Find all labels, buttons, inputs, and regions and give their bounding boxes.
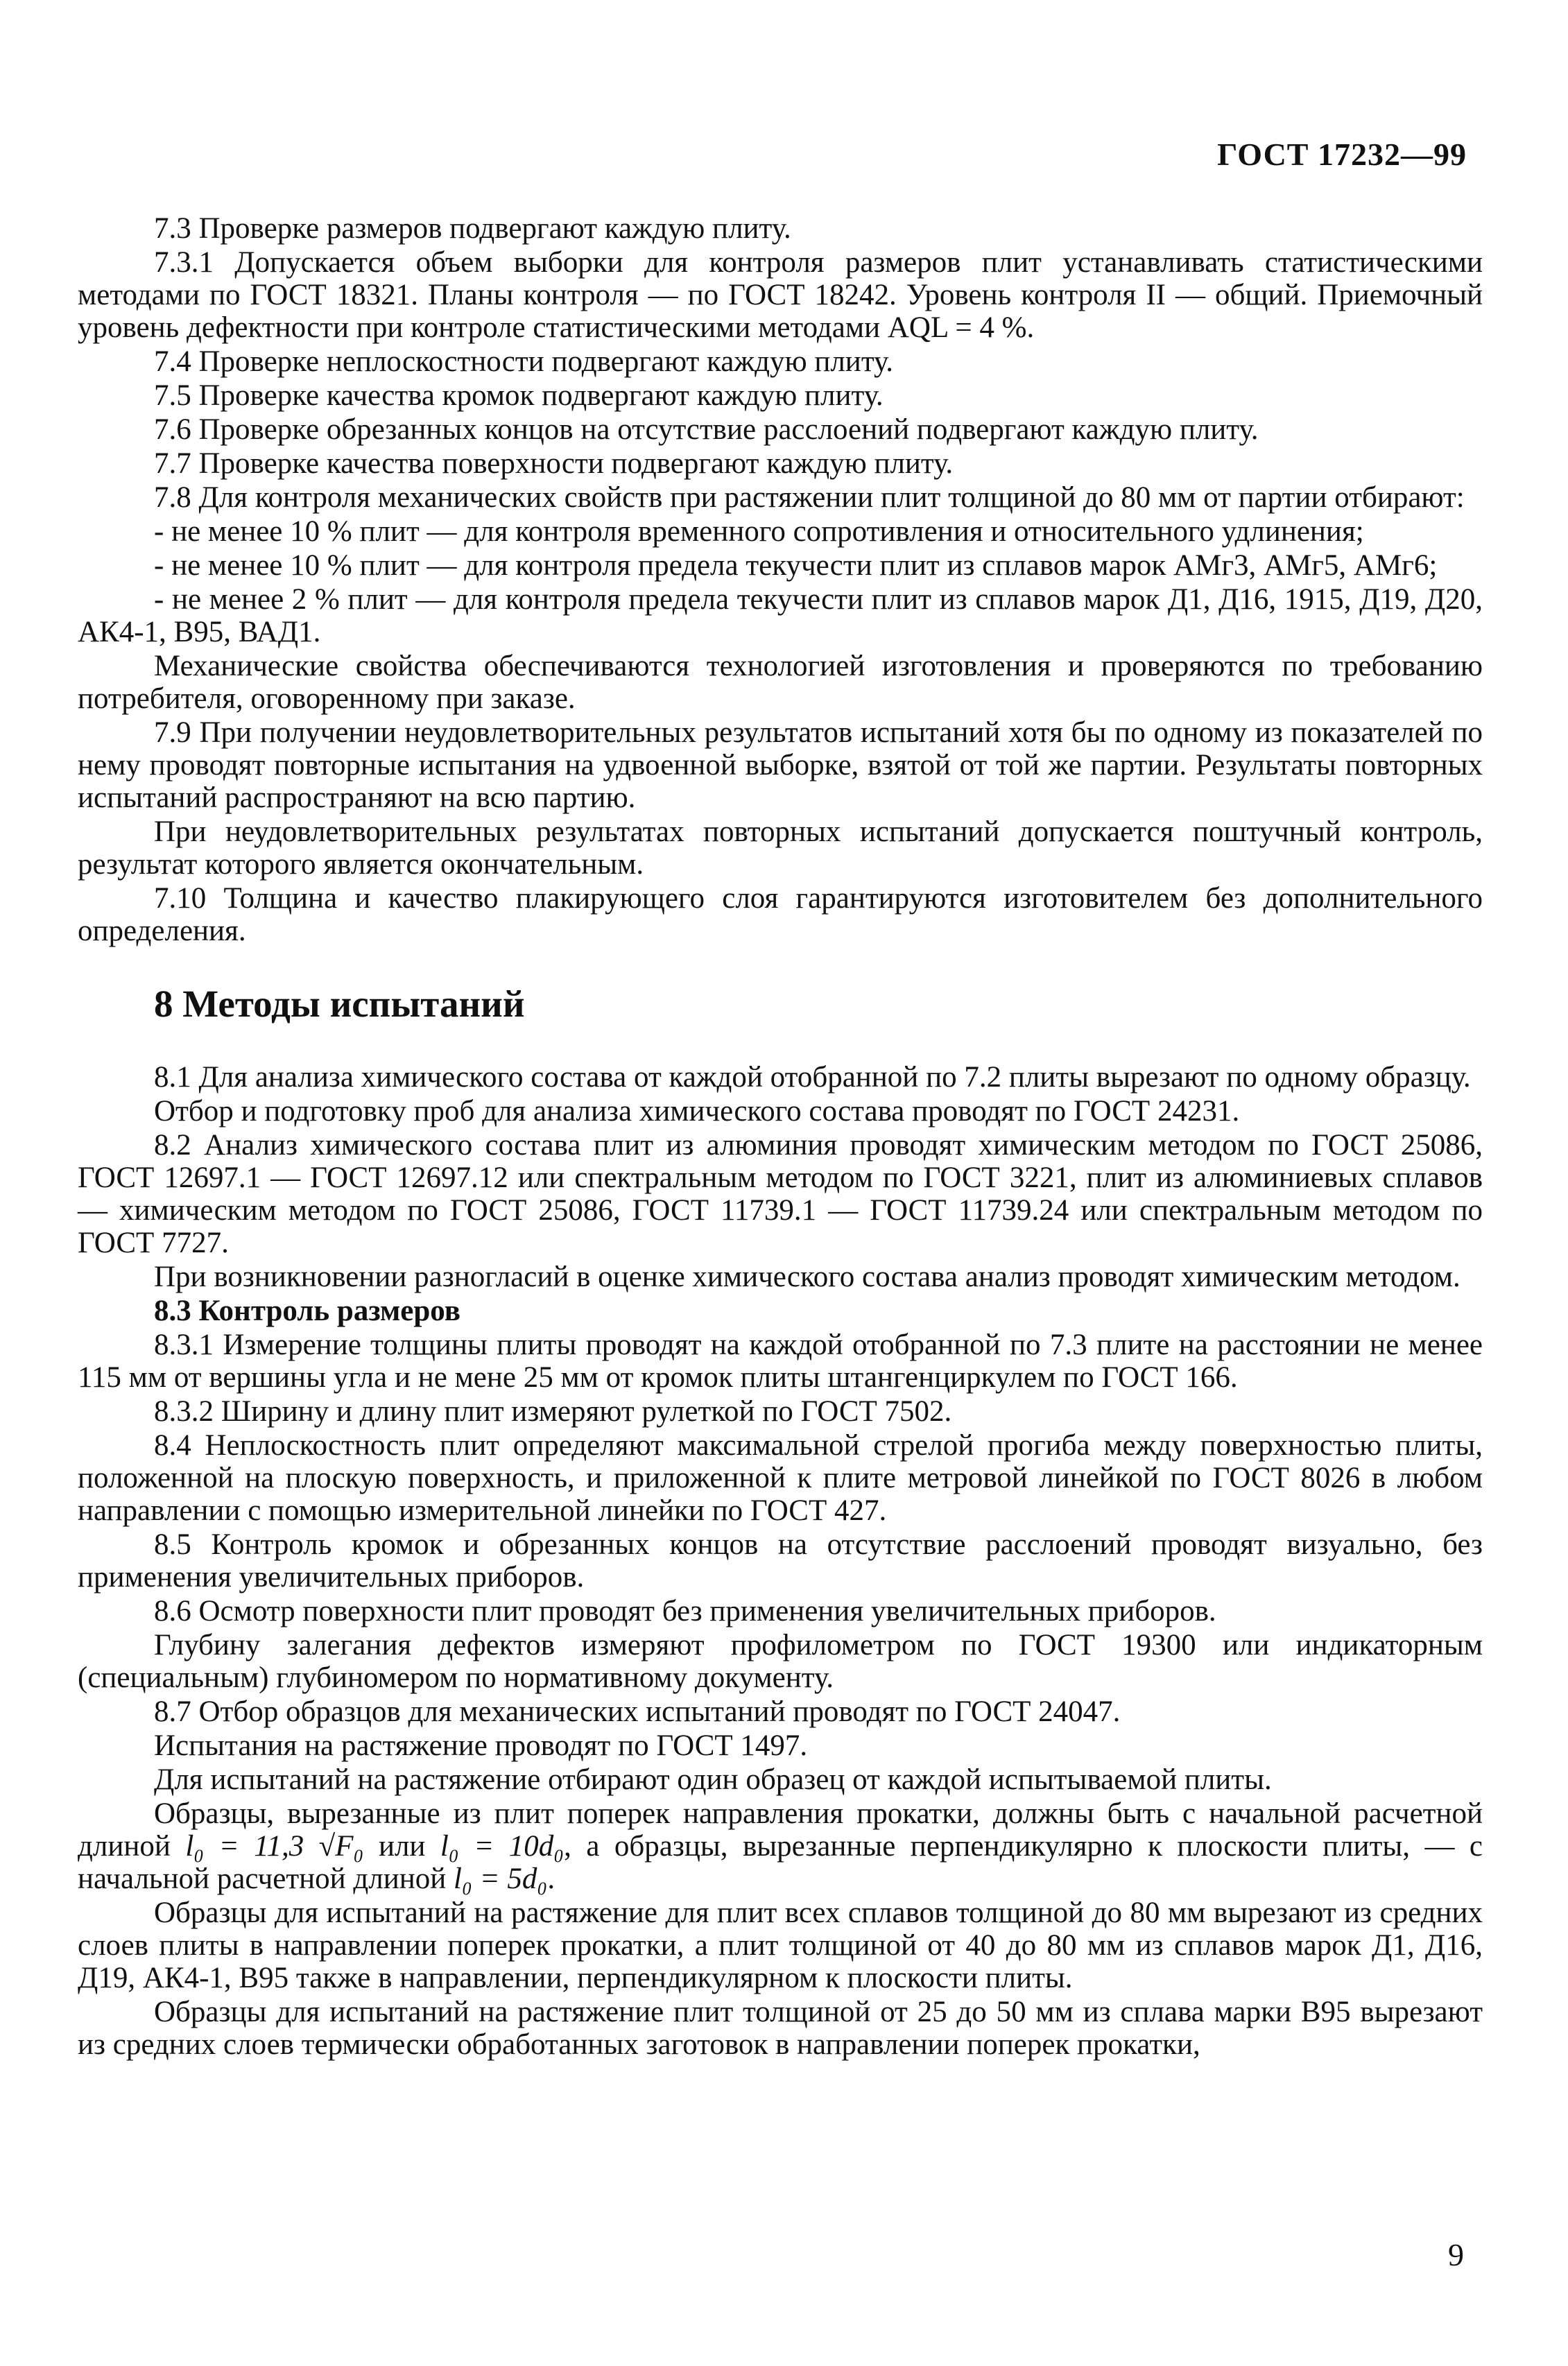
document-header: ГОСТ 17232—99	[1217, 137, 1467, 172]
paragraph: 8.2 Анализ химического состава плит из алюминия проводят химическим методом по ГОСТ 25086, ГОСТ 12697.1 — ГОСТ 12697.12 или спектральным методом по ГОСТ 3221, плит из алюминиевых сплавов — химическим методом по ГОСТ 25086, ГОСТ 11739.1 — ГОСТ 11739.24 или спектральным методом по ГОСТ 7727.	[78, 1129, 1483, 1259]
formula: l₀ = 11,3 √F₀	[185, 1830, 364, 1863]
paragraph: 8.3.2 Ширину и длину плит измеряют рулеткой по ГОСТ 7502.	[154, 1395, 952, 1428]
paragraph: 8.4 Неплоскостность плит определяют максимальной стрелой прогиба между поверхностью плиты, положенной на плоскую поверхность, и приложенной к плите метровой линейкой по ГОСТ 8026 в любом направлении с помощью измерительной линейки по ГОСТ 427.	[78, 1429, 1483, 1527]
section-title: 8 Методы испытаний	[154, 983, 525, 1025]
paragraph: Для испытаний на растяжение отбирают один образец от каждой испытываемой плиты.	[154, 1763, 1272, 1796]
formula-paragraph	[78, 1797, 1483, 1895]
text-run: или	[363, 1830, 440, 1863]
document-body	[78, 212, 1483, 2062]
list-item: - не менее 10 % плит — для контроля временного сопротивления и относительного удлинения;	[154, 515, 1364, 548]
paragraph: 8.6 Осмотр поверхности плит проводят без применения увеличительных приборов.	[154, 1595, 1216, 1627]
paragraph: 7.9 При получении неудовлетворительных результатов испытаний хотя бы по одному из показателей по нему проводят повторные испытания на удвоенной выборке, взятой от той же партии. Результаты повторных испытаний распространяют на всю партию.	[78, 716, 1483, 814]
paragraph: Образцы для испытаний на растяжение плит толщиной от 25 до 50 мм из сплава марки В95 вырезают из средних слоев термически обработанных заготовок в направлении поперек прокатки,	[78, 1996, 1483, 2061]
paragraph: Механические свойства обеспечиваются технологией изготовления и проверяются по требованию потребителя, оговоренному при заказе.	[78, 650, 1483, 715]
paragraph: При неудовлетворительных результатах повторных испытаний допускается поштучный контроль, результат которого является окончательным.	[78, 815, 1483, 881]
paragraph: Отбор и подготовку проб для анализа химического состава проводят по ГОСТ 24231.	[154, 1095, 1240, 1128]
list-item: - не менее 2 % плит — для контроля предела текучести плит из сплавов марок Д1, Д16, 1915, Д19, Д20, АК4-1, В95, ВАД1.	[78, 583, 1483, 648]
paragraph: 7.3.1 Допускается объем выборки для контроля размеров плит устанавливать статистическими методами по ГОСТ 18321. Планы контроля — по ГОСТ 18242. Уровень контроля II — общий. Приемочный уровень дефектности при контроле статистическими методами AQL = 4 %.	[78, 246, 1483, 344]
paragraph: 7.5 Проверке качества кромок подвергают каждую плиту.	[154, 379, 884, 412]
formula: l₀ = 5d₀	[454, 1863, 548, 1895]
paragraph: 8.7 Отбор образцов для механических испытаний проводят по ГОСТ 24047.	[154, 1695, 1121, 1728]
paragraph: Образцы для испытаний на растяжение для плит всех сплавов толщиной до 80 мм вырезают из средних слоев плиты в направлении поперек прокатки, а плит толщиной от 40 до 80 мм из сплавов марок Д1, Д16, Д19, АК4-1, В95 также в направлении, перпендикулярном к плоскости плиты.	[78, 1897, 1483, 1994]
paragraph: 7.7 Проверке качества поверхности подвергают каждую плиту.	[154, 447, 954, 480]
paragraph: Глубину залегания дефектов измеряют профилометром по ГОСТ 19300 или индикаторным (специальным) глубиномером по нормативному документу.	[78, 1629, 1483, 1694]
page-number: 9	[1448, 2237, 1464, 2272]
list-item: - не менее 10 % плит — для контроля предела текучести плит из сплавов марок АМг3, АМг5, АМг6;	[154, 549, 1438, 582]
formula: l₀ = 10d₀	[440, 1830, 565, 1863]
paragraph: При возникновении разногласий в оценке химического состава анализ проводят химическим методом.	[154, 1261, 1461, 1293]
text-run: , а образцы, вырезанные перпендикулярно к плоскости плиты, — с начальной расчетной длиной	[78, 1830, 1483, 1895]
paragraph: 8.1 Для анализа химического состава от каждой отобранной по 7.2 плиты вырезают по одному образцу.	[154, 1061, 1471, 1094]
paragraph: 8.5 Контроль кромок и обрезанных концов на отсутствие расслоений проводят визуально, без применения увеличительных приборов.	[78, 1528, 1483, 1594]
paragraph: 7.4 Проверке неплоскостности подвергают каждую плиту.	[154, 345, 893, 378]
subsection-title: 8.3 Контроль размеров	[154, 1295, 460, 1327]
paragraph: 8.3.1 Измерение толщины плиты проводят на каждой отобранной по 7.3 плите на расстоянии не менее 115 мм от вершины угла и не мене 25 мм от кромок плиты штангенциркулем по ГОСТ 166.	[78, 1329, 1483, 1394]
paragraph: Испытания на растяжение проводят по ГОСТ 1497.	[154, 1729, 808, 1762]
paragraph: 7.3 Проверке размеров подвергают каждую плиту.	[154, 212, 791, 245]
text-run: Образцы, вырезанные из плит поперек направления прокатки, должны быть с начальной расчетной длиной	[78, 1797, 1483, 1863]
paragraph: 7.10 Толщина и качество плакирующего слоя гарантируются изготовителем без дополнительного определения.	[78, 882, 1483, 947]
paragraph: 7.8 Для контроля механических свойств при растяжении плит толщиной до 80 мм от партии отбирают:	[154, 481, 1465, 514]
text-run: .	[547, 1863, 555, 1895]
paragraph: 7.6 Проверке обрезанных концов на отсутствие расслоений подвергают каждую плиту.	[154, 413, 1259, 446]
